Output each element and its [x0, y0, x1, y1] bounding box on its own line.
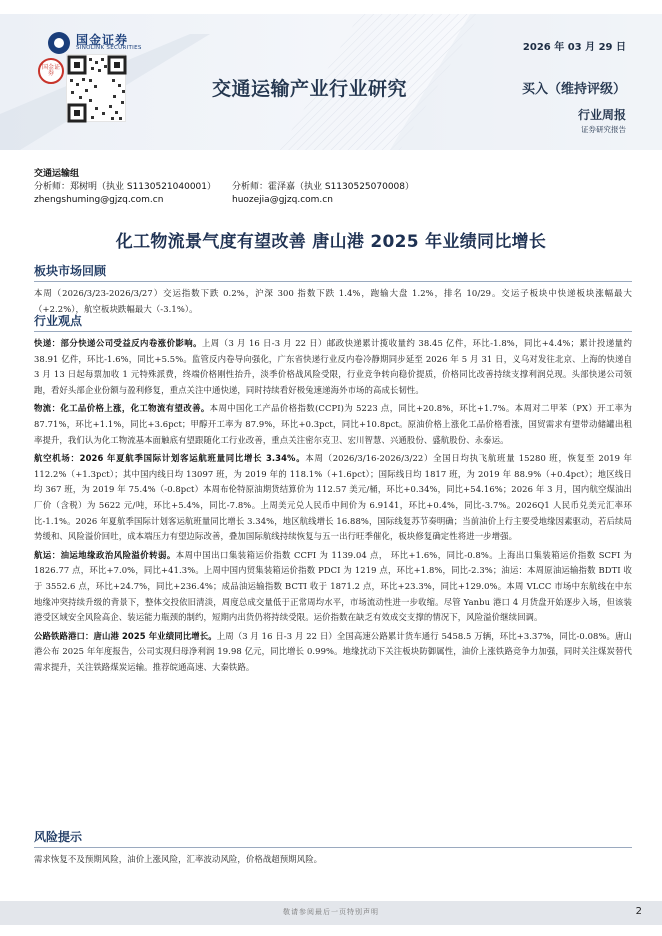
disclaimer-note: 敬请参阅最后一页特别声明 — [283, 908, 379, 916]
section-heading: 行业观点 — [34, 313, 632, 332]
view-text: 上周（3 月 16 日-3 月 22 日）邮政快递累计揽收量约 38.45 亿件，环比-1.8%，同比+4.4%；累计投递量约 38.91 亿件，环比-1.6%，同比+5.5%。监管反内卷导向强化，广东省快递行业反内卷冷静期同步延至 2026 年 5 月 31 日，义乌对发往北京、上海的快递自 3 月 13 日起每票加收 1 元特殊派费，终端价格刚性抬升，淡季价格战风险受限，行业竞争转向稳价提质，价格同比改善持续支撑利润兑现。头部快递公司领跑，看好头部企业份额与盈利修复，重点关注中通快递，同时持续看好极兔速递海外市场的高成长韧性。 — [34, 338, 632, 395]
view-text: 本周中国化工产品价格指数(CCPI)为 5223 点，同比+20.8%，环比+1.7%。本周对二甲苯（PX）开工率为 87.71%，环比+1.1%，同比+3.6pct；甲醇开工率为 87.9%，环比+0.3pct，同比+10.8pct。原油价格上涨化工品价格看涨，国贸需求有望带动储罐出租率提升，我们认为化工物流基本面触底有望跟随化工行业改善，重点关注密尔克卫、宏川智慧、兴通股份、盛航股份、永泰运。 — [34, 403, 633, 445]
section-industry-views — [34, 313, 632, 678]
analyst-row — [34, 181, 414, 194]
logo-name-cn: 国金证券 — [76, 32, 129, 47]
company-seal-icon — [38, 58, 64, 84]
report-banner — [0, 14, 662, 150]
view-road-rail-port — [34, 629, 632, 676]
view-lead: 航空机场：2026 年夏航季国际计划客运航班量同比增长 3.34%。 — [34, 453, 306, 464]
research-group: 交通运输组 — [34, 169, 80, 179]
main-title: 化工物流景气度有望改善 唐山港 2025 年业绩同比增长 — [115, 232, 547, 252]
view-text: 本周中国出口集装箱运价指数 CCFI 为 1139.04 点， 环比+1.6%，同比-0.8%。上海出口集装箱运价指数 SCFI 为 1826.77 点，环比+7.0%，同比+41.3%。上周中国内贸集装箱运价指数 PDCI 为 1219 点，环比+1.8%，同比-2.3%；油运：本周原油运输指数 BDTI 收于 3552.6 点，环比+24.7%，同比+236.4%；成品油运输指数 BCTI 收于 1871.2 点，环比+23.3%，同比+129.0%。本周 VLCC 市场中东航线在中东地缘冲突持续升级的背景下，整体交投依旧清淡，周度总成交量低于正常周均水平，市场流动性进一步收缩。尽管 Yanbu 港口 4 月货盘开始逐步入场，但该装港受区域安全风险高企、装运能力瓶颈的制约，短期内出货仍将持续受限。运价指数在缺乏有效成交支撑的情况下，风险溢价继续回调。 — [34, 549, 632, 623]
section-market-review — [34, 263, 632, 320]
view-lead: 物流：化工品价格上涨，化工物流有望改善。 — [34, 403, 210, 414]
page-footer — [0, 901, 662, 925]
analyst-1-email[interactable]: zhengshuming@gjzq.com.cn — [34, 195, 164, 205]
report-series: 证券研究报告 — [581, 125, 626, 134]
logo-name-en: SINOLINK SECURITIES — [76, 45, 142, 52]
report-banner-title: 交通运输产业行业研究 — [212, 78, 408, 100]
view-lead: 快递：部分快递公司受益反内卷涨价影响。 — [34, 338, 202, 348]
qr-pattern — [67, 55, 127, 123]
market-review-text: 本周（2026/3/23-2026/3/27）交运指数下跌 0.2%，沪深 300 指数下跌 1.4%，跑输大盘 1.2%，排名 10/29。交运子板块中快递板块涨幅最大（+2.2%），航空板块跌幅最大（-3.1%）。 — [34, 288, 632, 314]
investment-rating: 买入（维持评级） — [521, 82, 626, 97]
qr-code — [66, 54, 126, 122]
logo-mark-icon — [48, 32, 70, 54]
logo-text — [76, 34, 142, 52]
analyst-info — [34, 168, 414, 207]
page-number: 2 — [635, 906, 642, 917]
analyst-2-email[interactable]: huozejia@gjzq.com.cn — [232, 195, 333, 205]
risk-text: 需求恢复不及预期风险，油价上涨风险，汇率波动风险，价格战超预期风险。 — [34, 854, 323, 864]
report-date: 2026 年 03 月 29 日 — [522, 42, 626, 53]
analyst-1: 分析师：郑树明（执业 S1130521040001） — [34, 182, 217, 192]
section-heading: 板块市场回顾 — [34, 263, 632, 282]
view-text: 本周（2026/3/16-2026/3/22）全国日均执飞航班量 15280 班，恢复至 2019 年 112.2%（+1.3pct）；其中国内线日均 13097 班，为 2019 年的 118.1%（+1.6pct）；国际线日均 1817 班，为 2019 年 88.9%（+0.4pct）；地区线日均 367 班，为 2019 年 75.4%（-0.8pct）本周布伦特原油期货结算价为 112.57 美元/桶，环比+0.34%，同比+54.16%；2026 年 3 月，国内航空煤油出厂价（含税）为 5622 元/吨，环比+5.4%，同比-7.8%。上周美元兑人民币中间价为 6.9141，环比+0.4%，同比-3.7%。2026Q1 人民币兑美元汇率环比-1.1%。2026 年夏航季国际计划客运航班量同比增长 3.34%，地区航线增长 16.88%，国际线复苏节奏明确；当前油价上行主要受地缘因素驱动，若后续局势缓和、风险溢价回吐，成本端压力有望边际改善，叠加国际航线持续恢复与五一出行旺季催化，板块修复确定性将进一步增强。 — [34, 453, 633, 542]
view-logistics — [34, 401, 632, 448]
view-lead: 公路铁路港口：唐山港 2025 年业绩同比增长。 — [34, 630, 217, 641]
view-shipping — [34, 548, 632, 626]
report-type: 行业周报 — [577, 108, 626, 122]
analyst-email-row — [34, 194, 414, 207]
analyst-2: 分析师：霍泽嘉（执业 S1130525070008） — [232, 182, 415, 192]
section-risks — [34, 829, 632, 871]
view-text: 上周（3 月 16 日-3 月 22 日）全国高速公路累计货车通行 5458.5 万辆，环比+3.37%，同比-0.08%。唐山港公布 2025 年年度报告，公司实现归母净利润 19.98 亿元，同比增长 0.99%。地缘扰动下关注板块防御属性，油价上涨铁路竞争力加强，同时关注煤炭替代需求提升，关注铁路煤炭运输。推荐皖通高速、大秦铁路。 — [34, 630, 632, 672]
view-lead: 航运：油运地缘政治风险溢价转弱。 — [34, 549, 176, 560]
section-heading: 风险提示 — [34, 829, 632, 848]
seal-text: 国金证券 — [41, 64, 60, 77]
view-express — [34, 336, 632, 398]
company-logo — [48, 32, 142, 54]
view-aviation — [34, 451, 632, 545]
